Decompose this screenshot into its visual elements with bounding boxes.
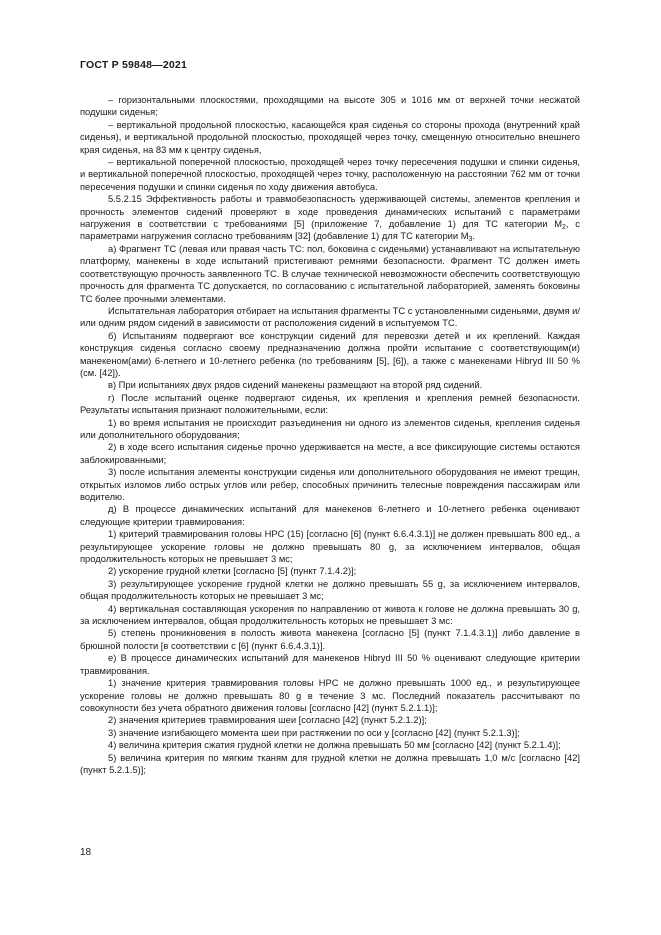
list-item: 2) значения критериев травмирования шеи [согласно [42] (пункт 5.2.1.2)]; xyxy=(108,715,427,726)
document-header: ГОСТ Р 59848—2021 xyxy=(80,59,188,71)
list-item: 3) значение изгибающего момента шеи при растяжении по оси y [согласно [42] (пункт 5.2.1.3)]; xyxy=(108,727,520,738)
list-item: 2) в ходе всего испытания сиденье прочно удерживается на месте, а все фиксирующие системы остаются заблокированными; xyxy=(80,442,580,465)
paragraph-text: . xyxy=(472,231,476,242)
list-item: 1) значение критерия травмирования головы HPC не должно превышать 1000 ед., и результирующее ускорение головы не должно превышать 80 g в течение 3 мс. Последний показатель рассчитывают по совокупности без учета обратного движения головы [согласно [42] (пункт 5.2.1.1)]; xyxy=(80,678,580,713)
list-item: 5) величина критерия по мягким тканям для грудной клетки не должна превышать 1,0 м/с [согласно [42] (пункт 5.2.1.5)]; xyxy=(80,752,580,775)
list-item: 3) результирующее ускорение грудной клетки не должно превышать 55 g, за исключением интервалов, общая продолжительность которых не превышает 3 мс; xyxy=(80,578,580,602)
paragraph: д) В процессе динамических испытаний для манекенов 6-летнего и 10-летнего ребенка оценивают следующие критерии травмирования: xyxy=(80,504,580,527)
subscript: 3 xyxy=(468,236,473,244)
page-number: 18 xyxy=(80,847,92,858)
list-item: 1) во время испытания не происходит разъединения ни одного из элементов сиденья, крепления сиденья или дополнительного оборудования; xyxy=(80,417,580,440)
paragraph: г) После испытаний оценке подвергают сиденья, их крепления и крепления ремней безопасности. Результаты испытания признают положительными, если: xyxy=(80,392,580,416)
paragraph-5-5-2-15 xyxy=(80,193,580,243)
subscript: 2 xyxy=(562,224,566,232)
paragraph-text: 5.5.2.15 Эффективность работы и травмобезопасность удерживающей системы, элементов крепления и прочность элементов сидений проверяют в ходе проведения динамических испытаний с параметрами нагружения в соответствии с требованиями [5] (приложение 7, добавление 1) для ТС категории M xyxy=(80,194,580,230)
list-item: 4) вертикальная составляющая ускорения по направлению от живота к голове не должна превышать 30 g, за исключением интервалов, общая продолжительность которых не превышает 3 мс: xyxy=(80,603,580,627)
paragraph: е) В процессе динамических испытаний для манекенов Hibryd III 50 % оценивают следующие критерии травмирования. xyxy=(80,653,580,676)
list-item: 4) величина критерия сжатия грудной клетки не должна превышать 50 мм [согласно [42] (пункт 5.2.1.4)]; xyxy=(108,740,561,751)
list-item: 3) после испытания элементы конструкции сиденья или дополнительного оборудования не имеют трещин, открытых изломов либо острых углов или ребер, способных причинить телесные повреждения пассажирам или водителю. xyxy=(80,467,580,502)
paragraph: в) При испытаниях двух рядов сидений манекены размещают на второй ряд сидений. xyxy=(108,380,483,391)
paragraph: – вертикальной продольной плоскостью, касающейся края сиденья со стороны прохода (внутренний край сиденья), и вертикальной продольной плоскостью, проходящей через точку, смещенную относительно внешнего края сиденья, на 83 мм к центру сиденья, xyxy=(80,119,580,155)
paragraph: б) Испытаниям подвергают все конструкции сидений для перевозки детей и их креплений. Каждая конструкция сиденья согласно своему предназначению должна пройти испытание с соответствующим(и) манекеном(ами) 6-летнего и 10-летнего ребенка (по требованиям [5], [6]), а также с манекенами Hibryd III 50 % (см. [42]). xyxy=(80,330,580,378)
paragraph: – горизонтальными плоскостями, проходящими на высоте 305 и 1016 мм от верхней точки несжатой подушки сиденья; xyxy=(80,95,580,118)
paragraph: – вертикальной поперечной плоскостью, проходящей через точку пересечения подушки и спинки сиденья, и вертикальной поперечной плоскостью, проходящей через точку, расположенную на расстоянии 762 мм от точки пересечения подушки и спинки сиденья по ходу движения автобуса. xyxy=(80,157,580,192)
paragraph: а) Фрагмент ТС (левая или правая часть ТС: пол, боковина с сиденьями) устанавливают на испытательную платформу, манекены в ходе испытаний пристегивают ремнями безопасности. Фрагмент ТС должен иметь соответствующую прочность заявленного ТС. В случае технической невозможности обеспечить соответствующую прочность для фрагмента ТС допускается, по согласованию с испытательной лабораторией, заменять боковины ТС более прочными элементами. xyxy=(80,243,580,304)
paragraph-text: , с параметрами нагружения согласно требованиям [32] (добавление 1) для ТС категории M xyxy=(80,219,580,242)
list-item: 2) ускорение грудной клетки [согласно [5] (пункт 7.1.4.2)]; xyxy=(108,566,357,577)
list-item: 5) степень проникновения в полость живота манекена [согласно [5] (пункт 7.1.4.3.1)] либо давление в брюшной полости [в соответствии с [6] (пункт 6.6.4.3.1)]. xyxy=(80,628,580,651)
paragraph: Испытательная лаборатория отбирает на испытания фрагменты ТС с установленными сиденьями, двумя и/или одним рядом сидений в зависимости от расположения сидений в испытуемом ТС. xyxy=(80,305,580,329)
document-body xyxy=(80,94,580,776)
list-item: 1) критерий травмирования головы HPC (15) [согласно [6] (пункт 6.6.4.3.1)] не должен превышать 800 ед., а результирующее ускорение головы не должно превышать 80 g, за исключением интервалов, общая продолжительность которых не превышает 3 мс; xyxy=(80,529,580,565)
